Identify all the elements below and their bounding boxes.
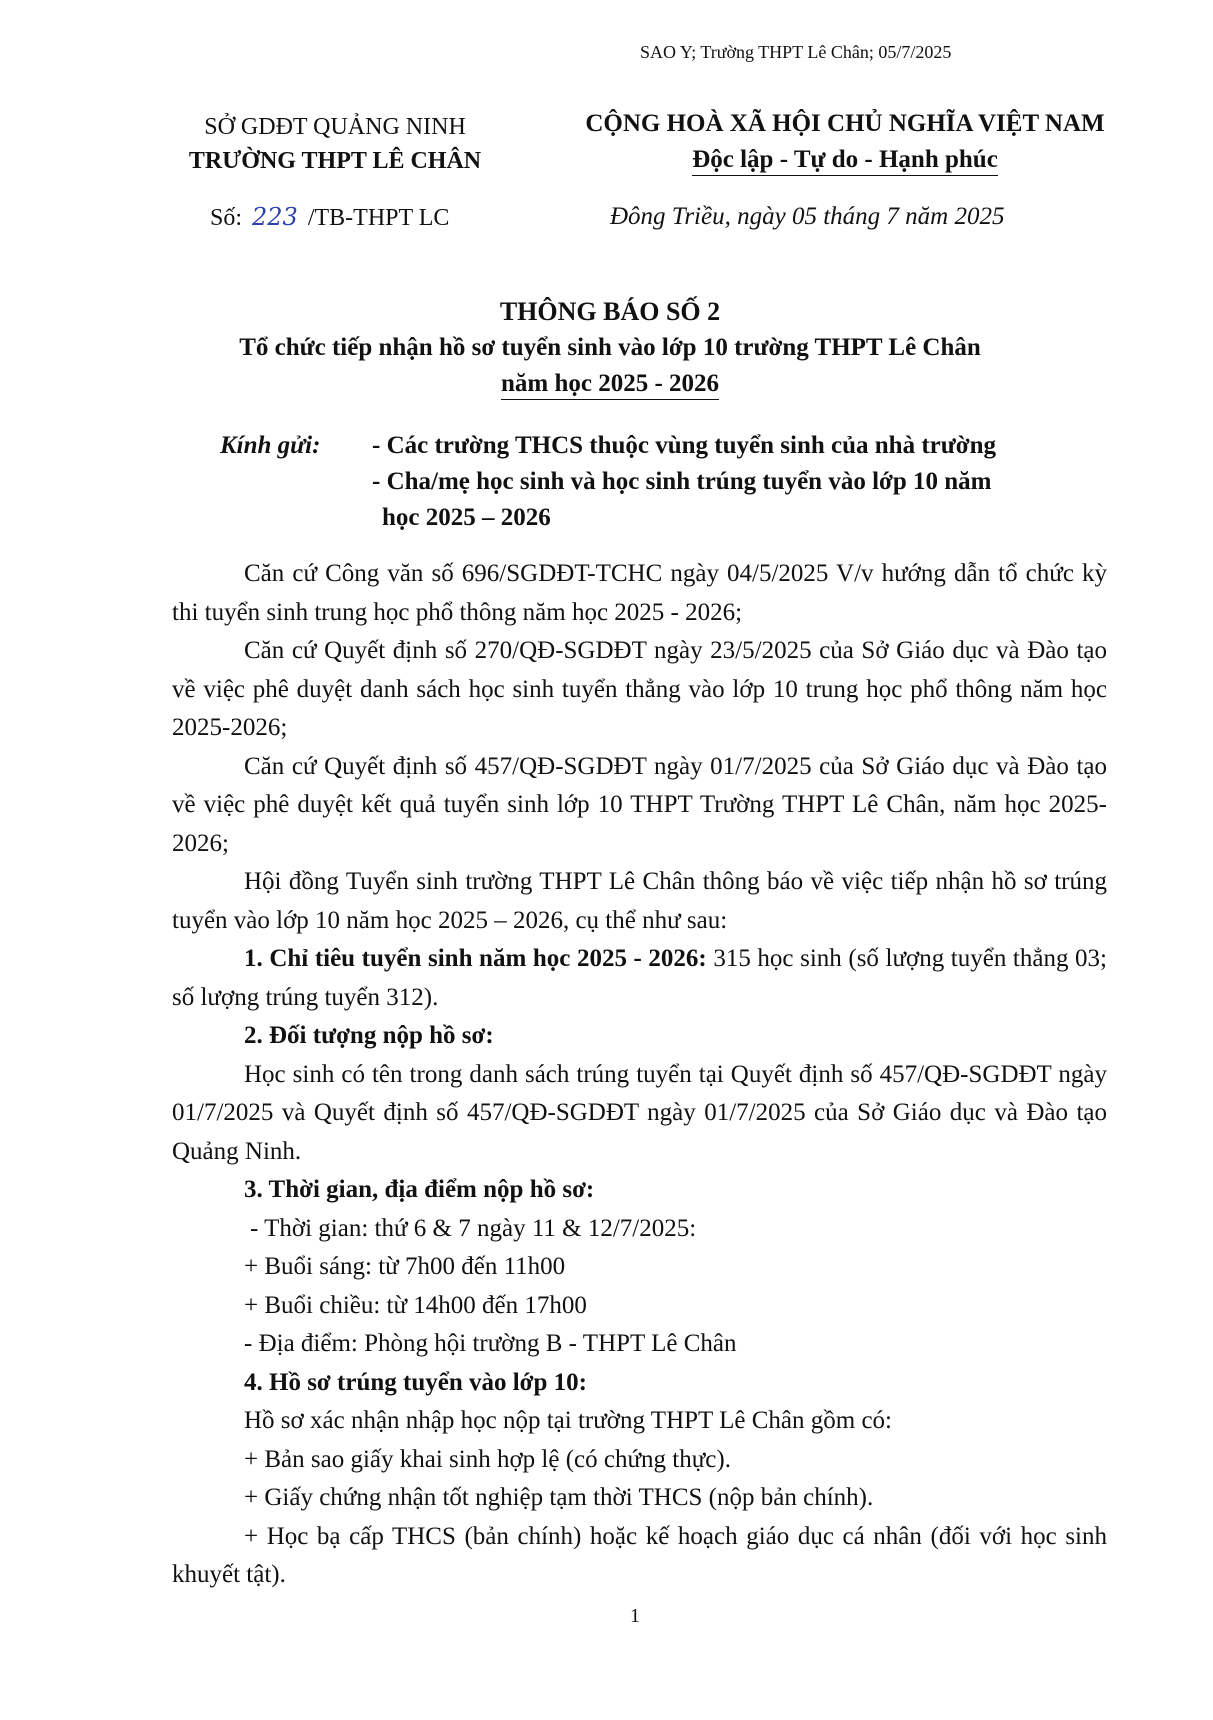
nation-name: CỘNG HOÀ XÃ HỘI CHỦ NGHĨA VIỆT NAM [585, 110, 1105, 137]
national-header [545, 106, 1145, 178]
list-item: - Địa điểm: Phòng hội trường B - THPT Lê Chân [244, 1330, 737, 1357]
document-number [210, 203, 449, 232]
list-item: - Thời gian: thứ 6 & 7 ngày 11 & 12/7/2025: [250, 1214, 697, 1242]
issuer-header [150, 110, 520, 178]
body-paragraph: Căn cứ Quyết định số 457/QĐ-SGDĐT ngày 01/7/2025 của Sở Giáo dục và Đào tạo về việc phê duyệt kết quả tuyển sinh lớp 10 THPT Trường THPT Lê Chân, năm học 2025-2026; [172, 752, 1107, 857]
list-item: + Giấy chứng nhận tốt nghiệp tạm thời THCS (nộp bản chính). [244, 1484, 874, 1511]
page-number: 1 [630, 1605, 640, 1627]
body-paragraph: Hội đồng Tuyển sinh trường THPT Lê Chân thông báo về việc tiếp nhận hồ sơ trúng tuyển vào lớp 10 năm học 2025 – 2026, cụ thể như sau: [172, 868, 1107, 934]
department-name: SỞ GDĐT QUẢNG NINH [204, 114, 466, 140]
title-line-3: năm học 2025 - 2026 [501, 369, 719, 400]
body-paragraph: Căn cứ Công văn số 696/SGDĐT-TCHC ngày 04/5/2025 V/v hướng dẫn tổ chức kỳ thi tuyển sinh trung học phổ thông năm học 2025 - 2026; [172, 560, 1107, 626]
list-item: + Bản sao giấy khai sinh hợp lệ (có chứng thực). [244, 1445, 731, 1473]
body-paragraph: Hồ sơ xác nhận nhập học nộp tại trường THPT Lê Chân gồm có: [244, 1407, 892, 1434]
recipient-item: - Cha/mẹ học sinh và học sinh trúng tuyển vào lớp 10 năm [372, 468, 992, 495]
section-1 [172, 940, 1107, 1017]
number-suffix: /TB-THPT LC [307, 205, 450, 231]
recipient-item-continued: học 2025 – 2026 [382, 504, 551, 531]
national-motto: Độc lập - Tự do - Hạnh phúc [692, 145, 998, 176]
list-item: + Buổi sáng: từ 7h00 đến 11h00 [244, 1253, 566, 1280]
section-heading: 3. Thời gian, địa điểm nộp hồ sơ: [244, 1176, 595, 1203]
recipients-label: Kính gửi: [220, 432, 321, 459]
body-paragraph: Căn cứ Quyết định số 270/QĐ-SGDĐT ngày 23/5/2025 của Sở Giáo dục và Đào tạo về việc phê duyệt danh sách học sinh tuyển thẳng vào lớp 10 trung học phổ thông năm học 2025-2026; [172, 637, 1107, 741]
handwritten-number: 223 [252, 203, 298, 231]
section-text: 315 học sinh (số lượng tuyển thẳng 03; số lượng trúng tuyển 312). [172, 945, 1107, 1011]
title-line-2: Tổ chức tiếp nhận hồ sơ tuyển sinh vào lớp 10 trường THPT Lê Chân [239, 334, 981, 361]
document-body [172, 555, 1107, 1595]
school-name: TRƯỜNG THPT LÊ CHÂN [188, 148, 482, 174]
section-heading: 2. Đối tượng nộp hồ sơ: [244, 1022, 494, 1049]
section-heading: 1. Chỉ tiêu tuyển sinh năm học 2025 - 2026: [244, 945, 707, 972]
number-prefix: Số: [210, 205, 243, 231]
section-heading: 4. Hồ sơ trúng tuyển vào lớp 10: [244, 1368, 587, 1396]
list-item: + Học bạ cấp THCS (bản chính) hoặc kế hoạch giáo dục cá nhân (đối với học sinh khuyết tật). [172, 1522, 1107, 1588]
document-title [140, 294, 1080, 402]
copy-stamp: SAO Y; Trường THPT Lê Chân; 05/7/2025 [640, 42, 952, 62]
recipient-item: - Các trường THCS thuộc vùng tuyển sinh của nhà trường [372, 432, 996, 459]
list-item: + Buổi chiều: từ 14h00 đến 17h00 [244, 1291, 587, 1319]
body-paragraph: Học sinh có tên trong danh sách trúng tuyển tại Quyết định số 457/QĐ-SGDĐT ngày 01/7/2025 và Quyết định số 457/QĐ-SGDĐT ngày 01/7/2025 của Sở Giáo dục và Đào tạo Quảng Ninh. [172, 1060, 1107, 1165]
title-line-1: THÔNG BÁO SỐ 2 [499, 297, 721, 326]
place-date: Đông Triều, ngày 05 tháng 7 năm 2025 [610, 203, 1005, 230]
